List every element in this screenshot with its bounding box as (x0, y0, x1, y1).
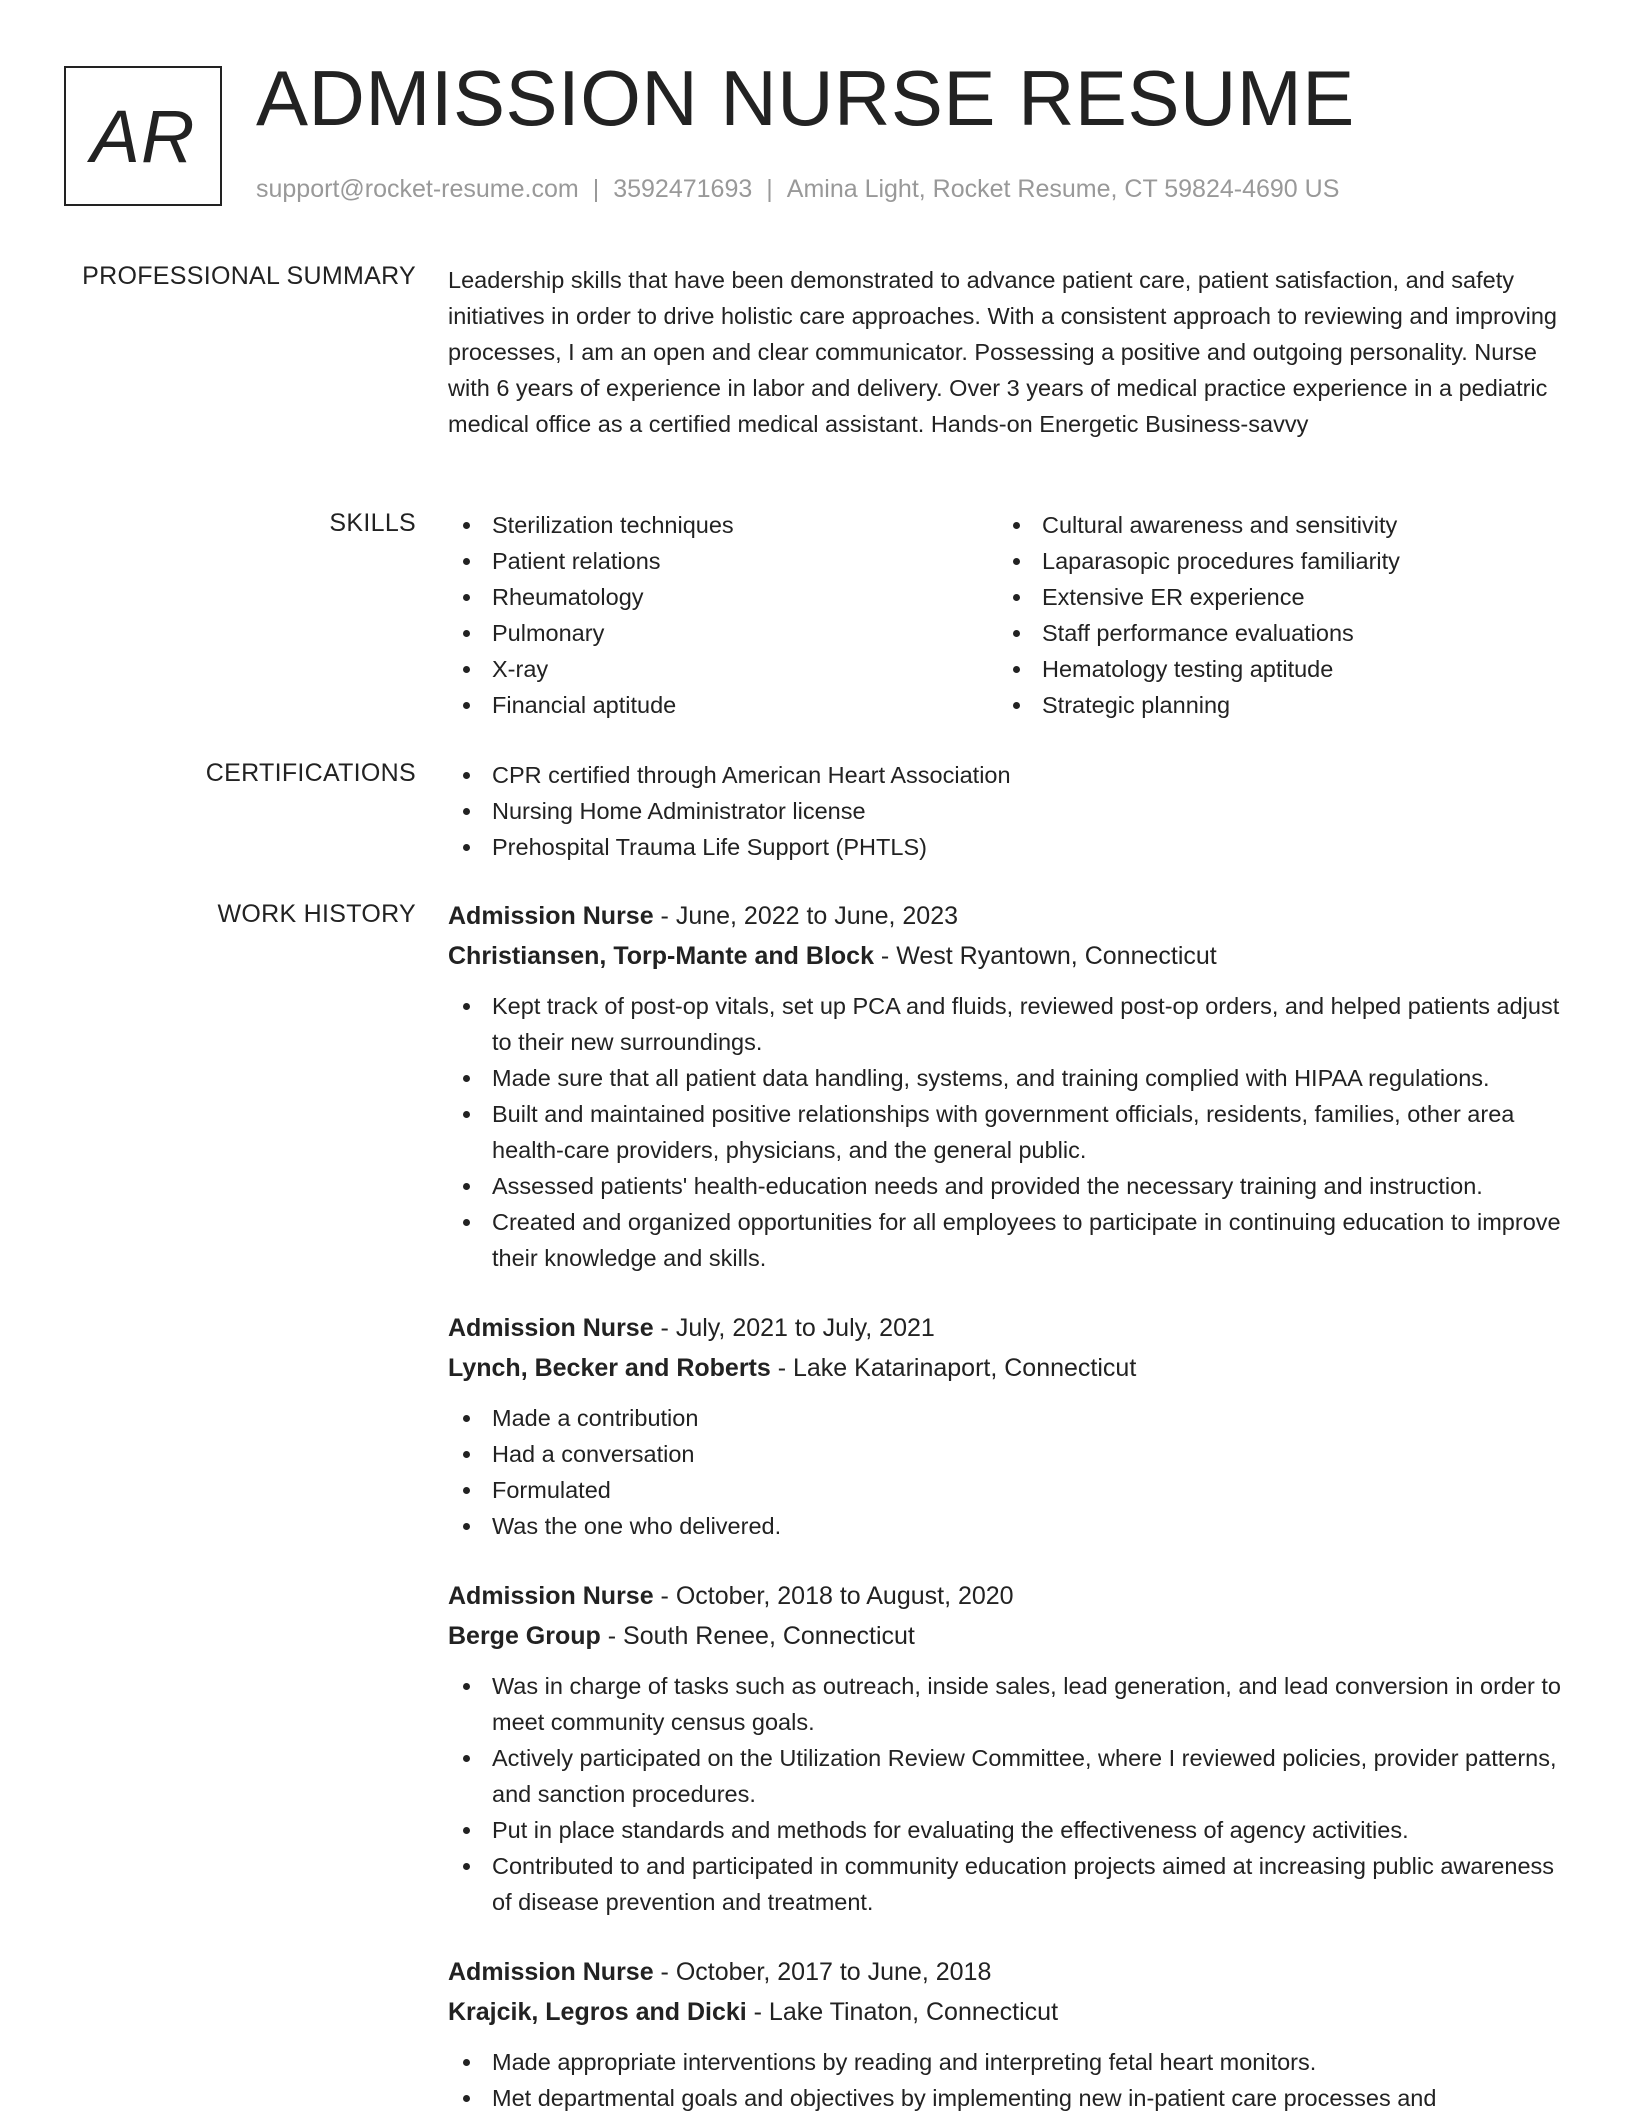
skill-item: Laparasopic procedures familiarity (998, 543, 1548, 579)
job-dates: - October, 2017 to June, 2018 (653, 1958, 992, 1986)
certification-item: Prehospital Trauma Life Support (PHTLS) (448, 829, 1563, 865)
skill-item: Hematology testing aptitude (998, 651, 1548, 687)
skills-list-left (448, 507, 998, 723)
job-company-line (448, 1348, 1563, 1388)
skill-item: X-ray (448, 651, 998, 687)
contact-email[interactable]: support@rocket-resume.com (256, 175, 579, 203)
job-duty-item: Made a contribution (448, 1400, 1563, 1436)
job-dates: - October, 2018 to August, 2020 (653, 1582, 1014, 1610)
job-dates: - June, 2022 to June, 2023 (653, 902, 959, 930)
job-title: Admission Nurse (448, 1314, 654, 1342)
section-label-skills: SKILLS (329, 509, 416, 537)
certification-item: Nursing Home Administrator license (448, 793, 1563, 829)
job-company-line (448, 1992, 1563, 2032)
job-duties-list (448, 1668, 1563, 1920)
certifications-list (448, 757, 1563, 865)
job-duty-item: Had a conversation (448, 1436, 1563, 1472)
section-label-work-history: WORK HISTORY (217, 900, 416, 928)
skill-item: Strategic planning (998, 687, 1548, 723)
job-duty-item: Put in place standards and methods for evaluating the effectiveness of agency activities. (448, 1812, 1563, 1848)
job-title-line (448, 896, 1563, 936)
skill-item: Patient relations (448, 543, 998, 579)
job-entry (448, 1576, 1563, 1920)
job-duty-item: Made appropriate interventions by reading and interpreting fetal heart monitors. (448, 2044, 1563, 2080)
job-company-line (448, 1616, 1563, 1656)
job-title-line (448, 1576, 1563, 1616)
job-duties-list (448, 988, 1563, 1276)
section-label-summary: PROFESSIONAL SUMMARY (82, 262, 416, 290)
job-company: Berge Group (448, 1622, 601, 1650)
monogram-initials: AR (90, 94, 196, 178)
job-duties-list (448, 2044, 1563, 2112)
skill-item: Pulmonary (448, 615, 998, 651)
job-dates: - July, 2021 to July, 2021 (653, 1314, 935, 1342)
contact-separator: | (592, 175, 600, 203)
job-duty-item: Assessed patients' health-education needs and provided the necessary training and instruction. (448, 1168, 1563, 1204)
job-title: Admission Nurse (448, 902, 654, 930)
skill-item: Staff performance evaluations (998, 615, 1548, 651)
job-company: Christiansen, Torp-Mante and Block (448, 942, 874, 970)
job-duty-item: Was in charge of tasks such as outreach, inside sales, lead generation, and lead conversion in order to meet community census goals. (448, 1668, 1563, 1740)
job-duty-item: Met departmental goals and objectives by implementing new in-patient care processes and (448, 2080, 1563, 2112)
monogram-badge (64, 66, 222, 206)
contact-separator: | (766, 175, 773, 203)
job-title-line (448, 1952, 1563, 1992)
job-location: - Lake Katarinaport, Connecticut (770, 1354, 1137, 1382)
contact-line (256, 175, 1339, 204)
job-entry (448, 1952, 1563, 2112)
job-duty-item: Built and maintained positive relationships with government officials, residents, families, other area health-care providers, physicians, and the general public. (448, 1096, 1563, 1168)
job-company: Krajcik, Legros and Dicki (448, 1998, 747, 2026)
job-location: - West Ryantown, Connecticut (873, 942, 1217, 970)
job-duty-item: Created and organized opportunities for all employees to participate in continuing education to improve their knowledge and skills. (448, 1204, 1563, 1276)
skills-columns (448, 507, 1563, 723)
job-entry (448, 896, 1563, 1276)
skills-list-right (998, 507, 1548, 723)
skill-item: Financial aptitude (448, 687, 998, 723)
job-title: Admission Nurse (448, 1582, 654, 1610)
job-location: - South Renee, Connecticut (600, 1622, 915, 1650)
skill-item: Extensive ER experience (998, 579, 1548, 615)
job-duties-list (448, 1400, 1563, 1544)
contact-address: Amina Light, Rocket Resume, CT 59824-4690 US (786, 175, 1340, 203)
contact-phone[interactable]: 3592471693 (613, 175, 753, 203)
skills-body (448, 507, 1563, 723)
skill-item: Sterilization techniques (448, 507, 998, 543)
job-company-line (448, 936, 1563, 976)
job-duty-item: Actively participated on the Utilization Review Committee, where I reviewed policies, provider patterns, and sanction procedures. (448, 1740, 1563, 1812)
job-title-line (448, 1308, 1563, 1348)
job-duty-item: Kept track of post-op vitals, set up PCA and fluids, reviewed post-op orders, and helped patients adjust to their new surroundings. (448, 988, 1563, 1060)
skill-item: Rheumatology (448, 579, 998, 615)
job-duty-item: Contributed to and participated in community education projects aimed at increasing public awareness of disease prevention and treatment. (448, 1848, 1563, 1920)
resume-title: ADMISSION NURSE RESUME (256, 54, 1355, 142)
job-duty-item: Formulated (448, 1472, 1563, 1508)
job-location: - Lake Tinaton, Connecticut (746, 1998, 1059, 2026)
section-label-certifications: CERTIFICATIONS (205, 759, 416, 787)
work-history-body (448, 896, 1563, 2112)
certification-item: CPR certified through American Heart Association (448, 757, 1563, 793)
job-title: Admission Nurse (448, 1958, 654, 1986)
job-company: Lynch, Becker and Roberts (448, 1354, 771, 1382)
summary-body (448, 260, 1563, 442)
skill-item: Cultural awareness and sensitivity (998, 507, 1548, 543)
job-duty-item: Made sure that all patient data handling, systems, and training complied with HIPAA regulations. (448, 1060, 1563, 1096)
job-entry (448, 1308, 1563, 1544)
certifications-body (448, 757, 1563, 865)
summary-text: Leadership skills that have been demonstrated to advance patient care, patient satisfaction, and safety initiatives in order to drive holistic care approaches. With a consistent approach to reviewing and improving processes, I am an open and clear communicator. Possessing a positive and outgoing personality. Nurse with 6 years of experience in labor and delivery. Over 3 years of medical practice experience in a pediatric medical office as a certified medical assistant. Hands-on Energetic Business-savvy (448, 267, 1557, 437)
job-duty-item: Was the one who delivered. (448, 1508, 1563, 1544)
